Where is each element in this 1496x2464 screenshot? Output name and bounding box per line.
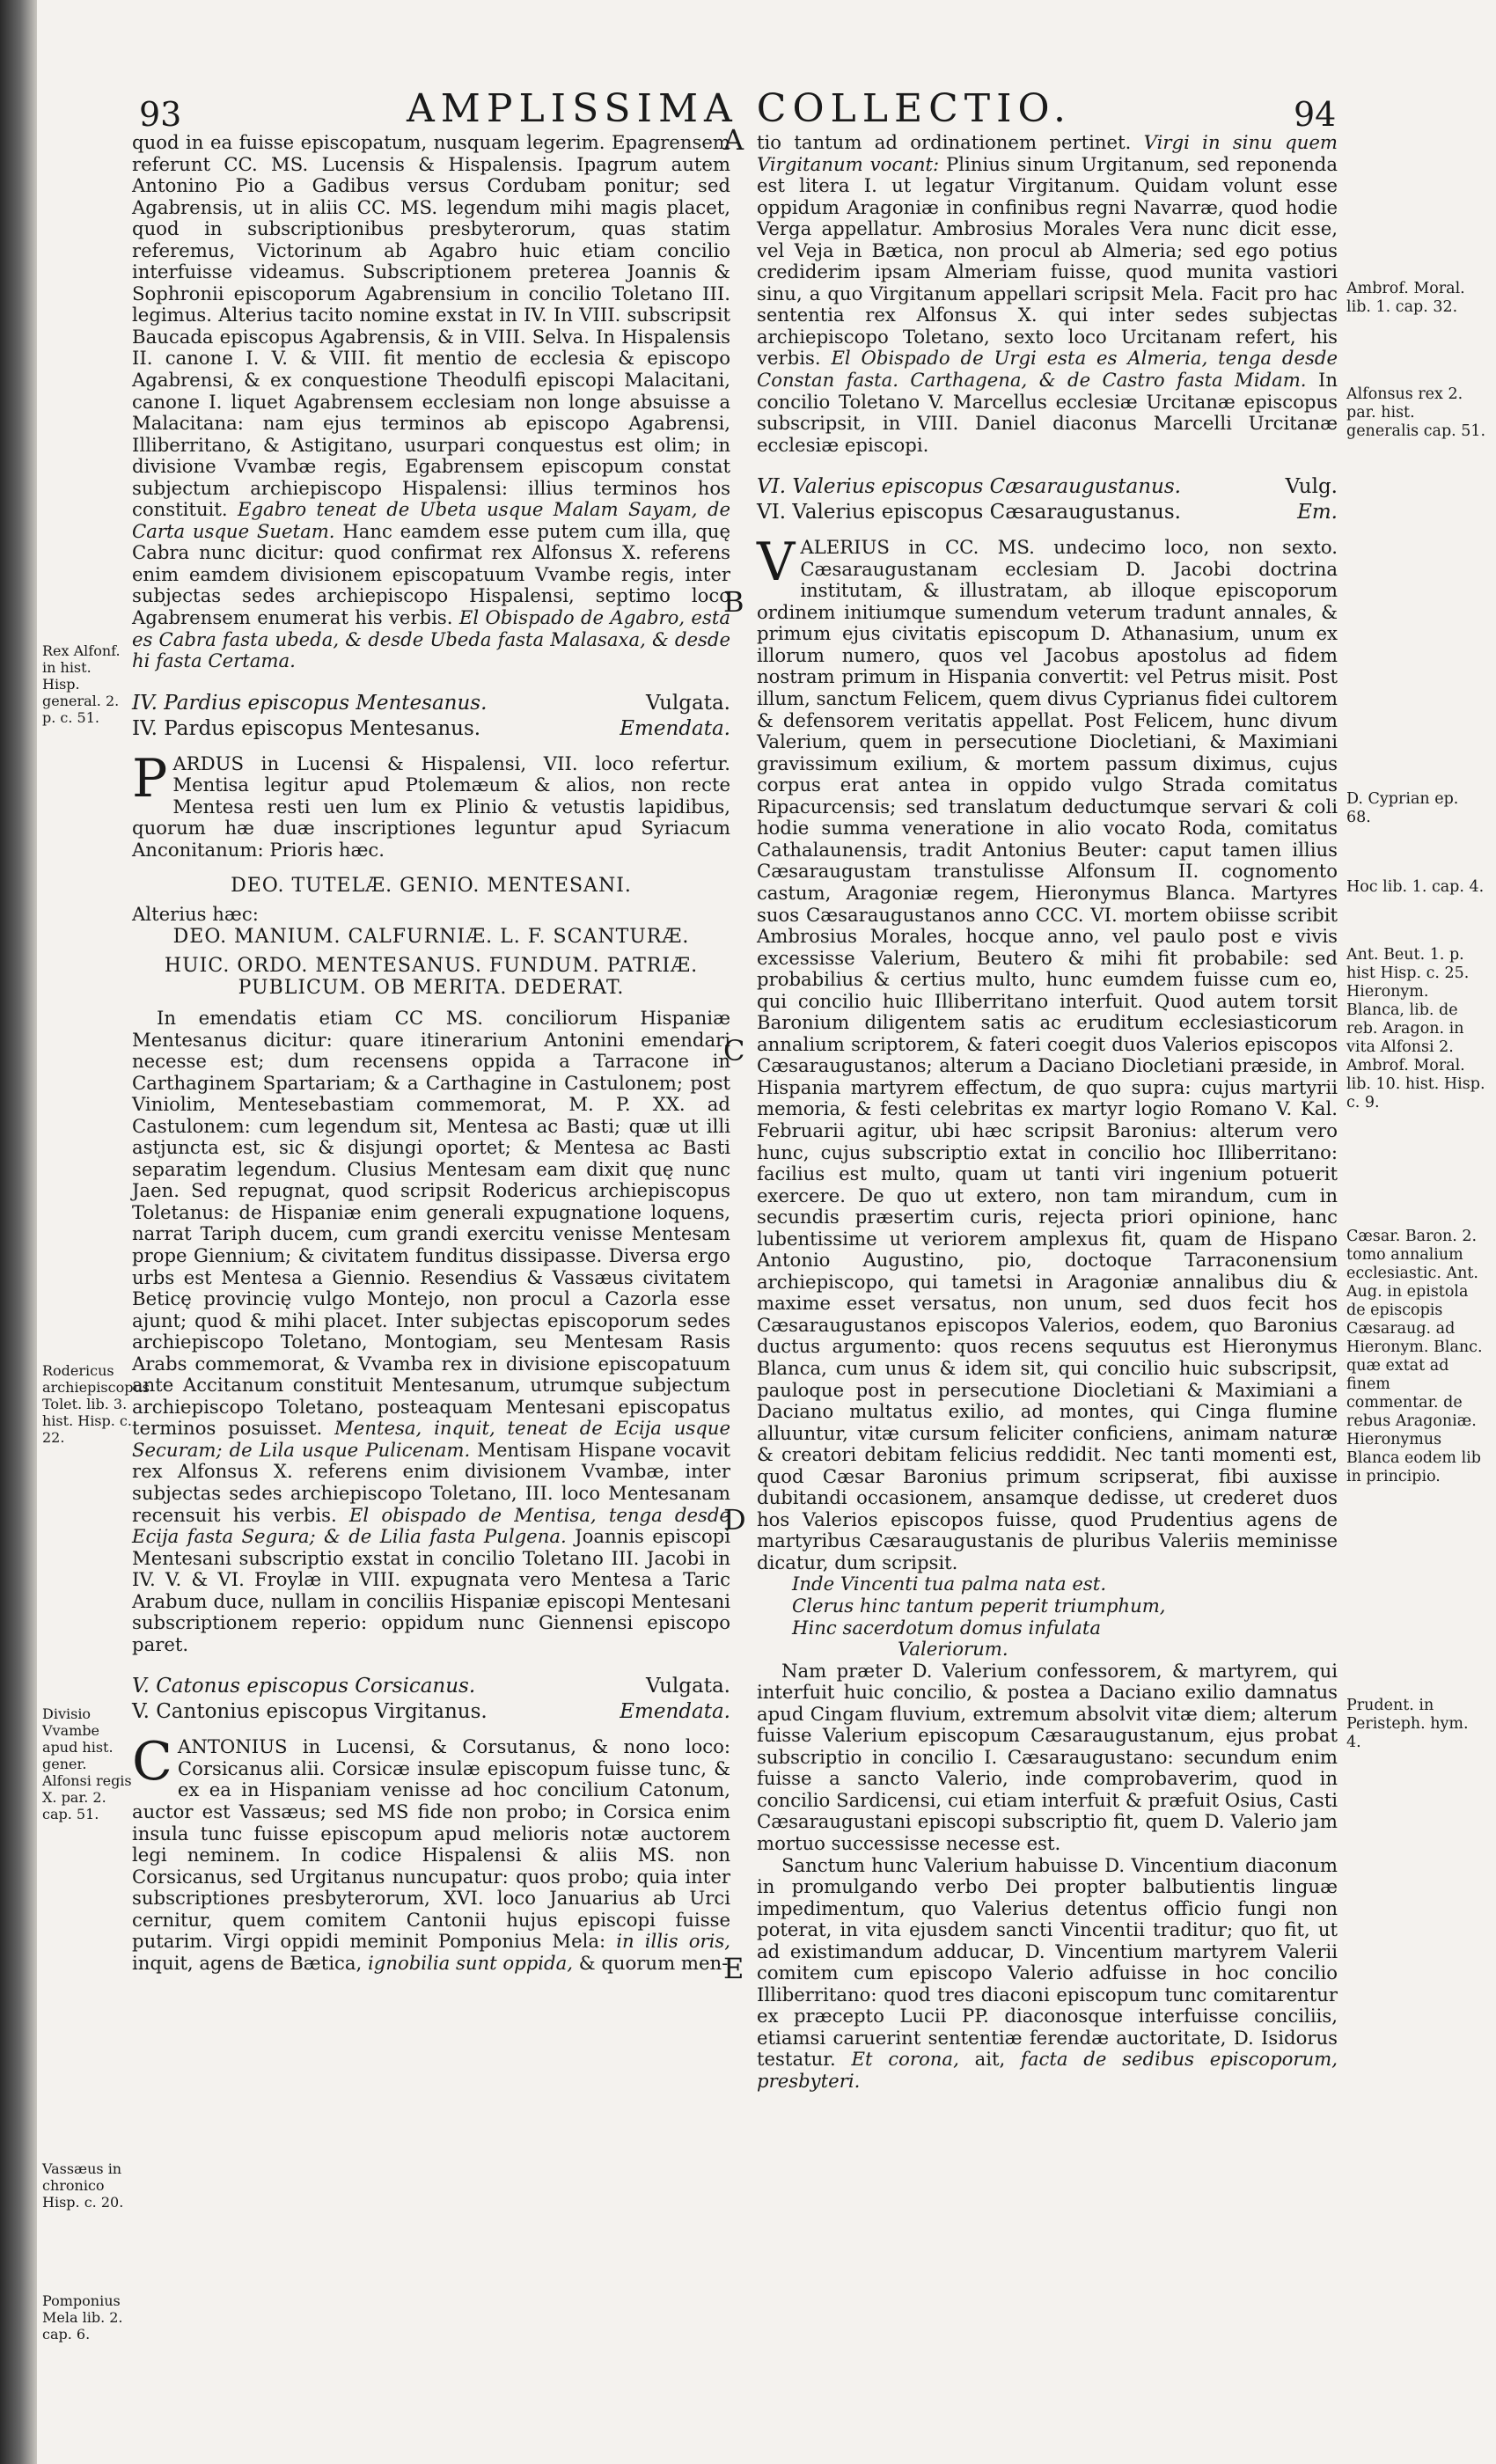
verse-line: Clerus hinc tantum peperit triumphum,: [792, 1595, 1166, 1617]
section-letter-a: A: [723, 123, 744, 157]
section-heading-emendata: V. Cantonius episcopus Virgitanus. Emendata.: [132, 1700, 730, 1724]
margin-note-right: Hoc lib. 1. cap. 4.: [1346, 878, 1485, 896]
paragraph: PARDUS in Lucensi & Hispalensi, VII. loco refertur. Mentisa legitur apud Ptolemæum & alios, non recte Mentesa resti uen lum ex Plinio & vetustis lapidibus, quorum hæ duæ inscriptiones leguntur apud Syriacum Anconitanum: Prioris hæc.: [132, 747, 730, 861]
section-letter-e: E: [723, 1952, 744, 1985]
verse-line: Valeriorum.: [898, 1638, 1008, 1661]
page-number-right: 94: [1294, 95, 1337, 134]
margin-note-right: Ant. Beut. 1. p. hist Hisp. c. 25. Hieronym. Blanca, lib. de reb. Aragon. in vita Alfonsi 2. Ambrof. Moral. lib. 10. hist. Hisp. c. 9.: [1346, 946, 1485, 1111]
margin-note-left: Rodericus archiepiscopus Tolet. lib. 3. hist. Hisp. c. 22.: [42, 1362, 150, 1446]
section-heading-emendata: VI. Valerius episcopus Cæsaraugustanus. Em.: [757, 501, 1338, 524]
margin-note-left: Vassæus in chronico Hisp. c. 20.: [42, 2160, 124, 2211]
book-spine-shadow: [0, 0, 37, 2464]
inscription: DEO. TUTELÆ. GENIO. MENTESANI.: [231, 875, 632, 898]
margin-note-right: Prudent. in Peristeph. hym. 4.: [1346, 1697, 1469, 1751]
left-column: [132, 132, 730, 1974]
margin-note-left: Rex Alfonf. in hist. Hisp. general. 2. p. c. 51.: [42, 642, 121, 726]
paragraph: Nam præter D. Valerium confessorem, & martyrem, qui interfuit huic concilio, & postea a Daciano exilio damnatus apud Cingam fluvium, extremum absolvit vitæ diem; alterum fuisse Valerium episcopum Cæsaraugustanum, ejus probat subscriptio in concilio I. Cæsaraugustano: secundum enim fuisse a sancto Valerio, inde comprobaverim, quod in concilio Sardicensi, cui etiam interfuit & præfuit Osius, Casti Cæsaraugustani episcopi subscriptio fit, quem D. Valerio jam mortuo successisse necesse est.: [757, 1659, 1338, 1855]
section-heading-emendata: IV. Pardus episcopus Mentesanus. Emendata.: [132, 716, 730, 740]
page-number-left: 93: [139, 95, 182, 134]
margin-note-right: Alfonsus rex 2. par. hist. generalis cap. 51.: [1346, 385, 1486, 440]
paragraph: In emendatis etiam CC MS. conciliorum Hispaniæ Mentesanus dicitur: quare itinerarium Antonini emendari necesse est; dum recensens oppida a Tarracone in Carthaginem Spartariam; & a Carthagine in Castulonem; post Viniolim, Mentesebastiam commemorat, M. P. XX. ad Castulonem: cum legendum sit, Mentesa ac Basti; quæ ut illi astjuncta est, sic & disjungi oportet; & Mentesa ac Basti separatim legendum. Clusius Mentesam eam dixit quę nunc Jaen. Sed repugnat, quod scripsit Rodericus archiepiscopus Toletanus: de Hispaniæ enim generali expugnatione loquens, narrat Tariph ducem, cum grandi exercitu venisse Mentesam prope Giennium; & civitatem funditus dissipasse. Diversa ergo urbs est Mentesa a Giennio. Resendius & Vassæus civitatem Beticę provincię vulgo Montejo, non procul a Cazorla esse ajunt; quod & mihi placet. Inter subjectas episcoporum sedes archiepiscopo Toletano, Montogiam, seu Mentesam Rasis Arabs commemorat, & Vvamba rex in divisione episcopatuum ante Accitanum constituit Mentesanum, utrumque subjectum archiepiscopo Toletano, posteaquam Mentesani episcopatus terminos posuisset. Mentesa, inquit, teneat de Ecija usque Securam; de Lila usque Pulicenam. Mentisam Hispane vocavit rex Alfonsus X. referens enim divisionem Vvambæ, inter subjectas sedes archiepiscopo Toletano, III. loco Mentesanam recensuit his verbis. El obispado de Mentisa, tenga desde Ecija fasta Segura; & de Lilia fasta Pulgena. Joannis episcopi Mentesani subscriptio exstat in concilio Toletano III. Jacobi in IV. V. & VI. Froylæ in VIII. expugnata vero Mentesa a Taric Arabum duce, nullam in conciliis Hispaniæ episcopi Mentesani subscriptionem reperio: oppidum nunc Giennensi episcopo paret.: [132, 1006, 730, 1655]
paragraph: VALERIUS in CC. MS. undecimo loco, non sexto. Cæsaraugustanam ecclesiam D. Jacobi doctrina institutam, & illustratam, ab illoque episcoporum ordinem initiumque sumendum veterum tradunt annales, & primum ejus civitatis episcopum D. Athanasium, unum ex illorum numero, quos vel Jacobus apostolus ad fidem nostram primum in Hispania convertit: vel Petrus misit. Post illum, sanctum Felicem, quem divus Cyprianus fidei cultorem & defensorem veritatis appellat. Post Felicem, hunc divum Valerium, quem in persecutione Diocletiani, & Maximiani gravissimum exilium, & mortem passum diximus, cujus corpus erat antea in oppido vulgo Strada comitatus Ripacurcensis; sed translatum deductumque servari & coli hodie summa veneratione in alio vocato Roda, comitatus Cathalaunensis, tradit Antonius Beuter: caput tamen illius Cæsaraugustam transtulisse Alfonsum II. cognomento castum, Aragoniæ regem, Hieronymus Blanca. Martyres suos Cæsaraugustanos anno CCC. VI. mortem obiisse scribit Ambrosius Morales, hocque anno, vel paulo post e vivis excessisse Valerium, Beutero & mihi fit probabile: sed probabilius & certius multo, hunc eumdem fuisse cum eo, qui concilio huic Illiberritano interfuit. Quod autem torsit Baronium diligentem satis ac eruditum ecclesiasticorum annalium scriptorem, & fateri coegit duos Valerios episcopos Cæsaraugustanos; alterum a Daciano Diocletiani præside, in Hispania martyrem effectum, de quo supra: cujus martyrii memoria, & festi celebritas ex martyr logio Romano V. Kal. Februarii agitur, ubi hæc scripsit Baronius: alterum vero hunc, cujus subscriptio extat in concilio hoc Illiberritano: facilius est multo, quam ut tanti viri ingenium potuerit exercere. De quo ut extero, non tam mirandum, cum in secundis præsertim curis, rejecta priori opinione, hanc lubentissime ut veriorem amplexus fit, quam de Hispano Antonio Augustino, pio, doctoque Tarraconensium archiepiscopo, qui tametsi in Aragoniæ annalibus diu & maxime esset versatus, non unum, sed duos fecit hos Cæsaraugustanos episcopos Valerios, eodem, quo Baronius ductus argumento: quos recens sequutus est Hieronymus Blanca, cum unus & idem sit, qui concilio huic subscripsit, pauloque post in persecutione Diocletiani & Maximiani a Daciano multatus exilio, ad montes, qui Cinga flumine alluuntur, vitæ cursum feliciter conficiens, animam naturæ & creatori debitam felicius reddidit. Nec tanti momenti est, quod Cæsar Baronius primum scripserat, fibi auxisse dubitandi occasionem, ansamque dedisse, ut crederet duos hos Valerios episcopos fuisse, quod Prudentius agens de martyribus Cæsaraugustanis de pluribus Valeriis meminisse dicatur, dum scripsit.: [757, 532, 1338, 1573]
paragraph: Sanctum hunc Valerium habuisse D. Vincentium diaconum in promulgando verbo Dei propter balbutientis linguæ impedimentum, quo Valerius detentus officio fungi non poterat, in vita ejusdem sancti Vincentii traditur; quo fit, ut ad existimandum adducar, D. Vincentium martyrem Valerii comitem cum episcopo Valerio adfuisse in hoc concilio Illiberritano: quod tres diaconi episcopum tunc comitarentur ex præcepto Lucii PP. diaconosque interfuisse conciliis, etiamsi caruerint sententiæ ferendæ auctoritate, D. Isidorus testatur. Et corona, ait, facta de sedibus episcoporum, presbyteri.: [757, 1853, 1338, 2093]
inscription: HUIC. ORDO. MENTESANUS. FUNDUM. PATRIÆ. PUBLICUM. OB MERITA. DEDERAT.: [164, 954, 699, 999]
verse-line: Hinc sacerdotum domus infulata: [792, 1616, 1101, 1639]
margin-note-right: Ambrof. Moral. lib. 1. cap. 32.: [1346, 280, 1465, 316]
paragraph: Alterius hæc:: [132, 903, 259, 926]
drop-cap: V: [757, 532, 796, 594]
drop-cap: C: [132, 1731, 172, 1793]
paragraph: tio tantum ad ordinationem pertinet. Virgi in sinu quem Virgitanum vocant: Plinius sinum Urgitanum, sed reponenda est litera I. ut legatur Virgitanum. Quidam volunt esse oppidum Aragoniæ in confinibus regni Navarræ, quod hodie Verga appellatur. Ambrosius Morales Vera nunc dicit esse, vel Veja in Bætica, non procul ab Almeria; sed ego potius crediderim ipsam Almeriam fuisse, quod munita vastiori sinu, a quo Virgitanum appellari scripsit Mela. Facit pro hac sententia rex Alfonsus X. qui inter sedes subjectas archiepiscopo Toletano, sexto loco Urcitanam refert, his verbis. El Obispado de Urgi esta es Almeria, tenga desde Constan fasta. Carthagena, & de Castro fasta Midam. In concilio Toletano V. Marcellus ecclesiæ Urcitanæ episcopus subscripsit, in VIII. Daniel diaconus Marcelli Urcitanæ ecclesiæ episcopi.: [757, 131, 1338, 456]
section-heading-vulgata: VI. Valerius episcopus Cæsaraugustanus. Vulg.: [757, 475, 1338, 499]
paragraph: CANTONIUS in Lucensi, & Corsutanus, & nono loco: Corsicanus alii. Corsicæ insulæ episcopum fuisse tunc, & ex ea in Hispaniam venisse ad hoc concilium Catonum, auctor est Vassæus; sed MS fide non probo; in Corsica enim insula tunc fuisse episcopum apud melioris notæ auctorem legi neminem. In codice Hispalensi & aliis MS. non Corsicanus, sed Urgitanus nuncupatur: quos probo; quia inter subscriptiones presbyterorum, XVI. loco Januarius ab Urci cernitur, quem comitem Cantonii hujus episcopi fuisse putarim. Virgi oppidi meminit Pomponius Mela: in illis oris, inquit, agens de Bætica, ignobilia sunt oppida, & quorum men-: [132, 1731, 730, 1974]
section-heading-vulgata: V. Catonus episcopus Corsicanus. Vulgata.: [132, 1675, 730, 1698]
margin-note-left: Pomponius Mela lib. 2. cap. 6.: [42, 2292, 123, 2343]
inscription: DEO. MANIUM. CALFURNIÆ. L. F. SCANTURÆ.: [172, 925, 690, 948]
margin-note-right: Cæsar. Baron. 2. tomo annalium ecclesiastic. Ant. Aug. in epistola de episcopis Cæsaraug. ad Hieronym. Blanc. quæ extat ad finem commentar. de rebus Aragoniæ. Hieronymus Blanca eodem lib in principio.: [1346, 1228, 1483, 1485]
margin-note-right: D. Cyprian ep. 68.: [1346, 790, 1459, 826]
drop-cap: P: [132, 747, 168, 810]
section-letter-b: B: [723, 585, 744, 619]
section-letter-c: C: [723, 1034, 745, 1067]
paragraph: quod in ea fuisse episcopatum, nusquam legerim. Epagrensem referunt CC. MS. Lucensis & Hispalensis. Ipagrum autem Antonino Pio a Gadibus versus Cordubam ponitur; sed Agabrensis, ut in aliis CC. MS. legendum mihi magis placet, quod in subscriptionibus presbyterorum, quas statim referemus, Victorinum ab Agabro huic etiam concilio interfuisse videamus. Subscriptionem preterea Joannis & Sophronii episcoporum Agabrensium in concilio Toletano III. legimus. Alterius tacito nomine exstat in IV. In VIII. subscripsit Baucada episcopus Agabrensis, & in VIII. Selva. In Hispalensis II. canone I. V. & VIII. fit mentio de ecclesia & episcopo Agabrensi, & ex conquestione Theodulfi episcopi Malacitani, canone I. liquet Agabrensem ecclesiam non longe absuisse a Malacitana: nam ejus terminos ab episcopo Agabrensi, Illiberritano, & Astigitano, usurpari conquestus est olim; in divisione Vvambæ regis, Egabrensem episcopum constat subjectum archiepiscopo Hispalensi: illius terminos hos constituit. Egabro teneat de Ubeta usque Malam Sayam, de Carta usque Suetam. Hanc eamdem esse putem cum illa, quę Cabra nunc dicitur: quod confirmat rex Alfonsus X. referens enim eamdem divisionem episcopatuum Vvambe regis, inter subjectas sedes archiepiscopo Hispalensi, septimo loco Agabrensem enumerat his verbis. El Obispado de Agabro, esta es Cabra fasta ubeda, & desde Ubeda fasta Malasaxa, & desde hi fasta Certama.: [132, 131, 730, 672]
section-heading-vulgata: IV. Pardius episcopus Mentesanus. Vulgata.: [132, 691, 730, 715]
section-letter-d: D: [723, 1503, 746, 1536]
margin-note-left: Divisio Vvambe apud hist. gener. Alfonsi regis X. par. 2. cap. 51.: [42, 1705, 132, 1822]
right-column: [757, 132, 1338, 2093]
running-title: AMPLISSIMA COLLECTIO.: [407, 86, 1072, 131]
verse-line: Inde Vincenti tua palma nata est.: [792, 1573, 1107, 1595]
